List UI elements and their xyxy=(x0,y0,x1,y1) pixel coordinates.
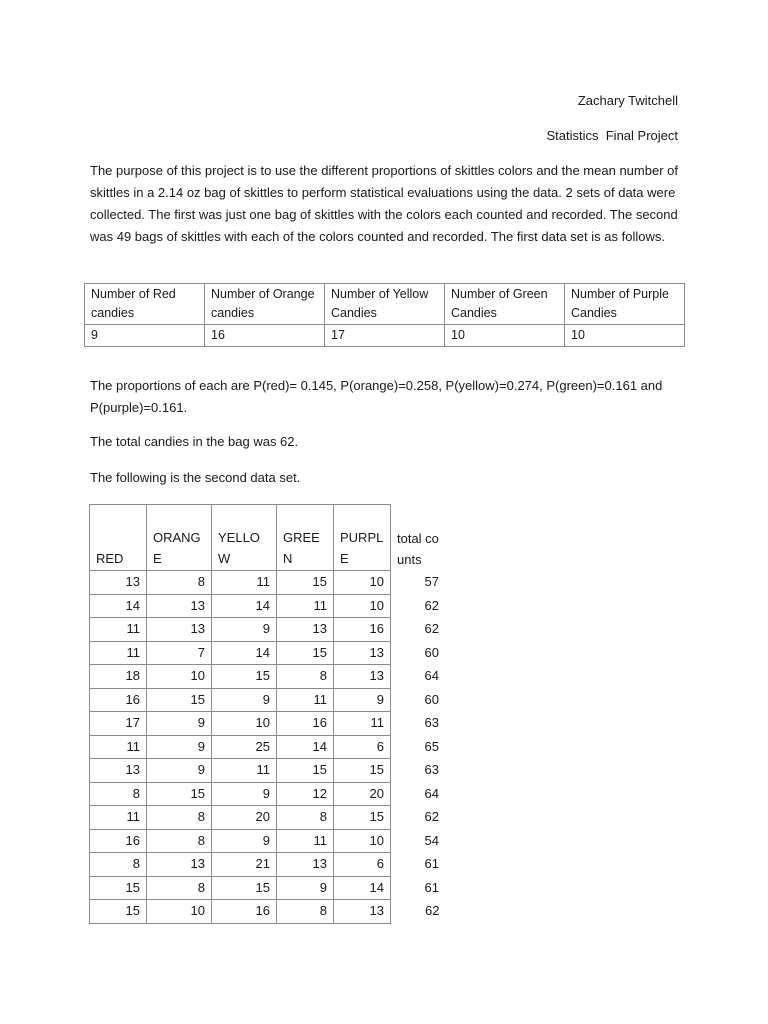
cell-orange: 7 xyxy=(147,641,212,665)
cell-purple: 10 xyxy=(334,571,391,595)
cell-total: 54 xyxy=(424,832,439,848)
cell-red: 16 xyxy=(90,829,147,853)
table-row xyxy=(90,665,446,689)
cell-red: 14 xyxy=(90,594,147,618)
cell-green: 15 xyxy=(277,641,334,665)
table-row xyxy=(90,641,446,665)
cell-green: 11 xyxy=(277,594,334,618)
table-row xyxy=(90,806,446,830)
cell-yellow: 9 xyxy=(212,688,277,712)
cell-orange: 10 xyxy=(147,900,212,924)
cell-red: 11 xyxy=(90,806,147,830)
cell-red: 17 xyxy=(90,712,147,736)
header-purple: Number of Purple Candies xyxy=(565,284,685,325)
cell-purple: 6 xyxy=(334,853,391,877)
cell-yellow: 25 xyxy=(212,735,277,759)
header-yellow: YELLOW xyxy=(212,505,277,571)
cell-purple: 13 xyxy=(334,641,391,665)
cell-purple: 10 xyxy=(334,829,391,853)
second-data-set-table xyxy=(89,504,446,924)
table-row xyxy=(90,594,446,618)
cell-red: 16 xyxy=(90,688,147,712)
cell-purple: 16 xyxy=(334,618,391,642)
table-row xyxy=(90,688,446,712)
cell-purple: 9 xyxy=(334,688,391,712)
cell-green: 13 xyxy=(277,853,334,877)
header-red: RED xyxy=(90,505,147,571)
cell-total: 63 xyxy=(424,715,439,731)
cell-total: 64 xyxy=(424,668,439,684)
cell-purple: 15 xyxy=(334,759,391,783)
cell-purple: 6 xyxy=(334,735,391,759)
cell-yellow: 11 xyxy=(212,571,277,595)
header-orange: Number of Orange candies xyxy=(205,284,325,325)
table-row xyxy=(90,853,446,877)
cell-green: 14 xyxy=(277,735,334,759)
cell-red: 9 xyxy=(85,325,205,347)
cell-green: 11 xyxy=(277,829,334,853)
cell-total: 62 xyxy=(424,809,439,825)
cell-green: 11 xyxy=(277,688,334,712)
second-data-set-body xyxy=(90,571,446,924)
cell-green: 8 xyxy=(277,900,334,924)
cell-orange: 9 xyxy=(147,759,212,783)
table-row xyxy=(90,571,446,595)
cell-yellow: 21 xyxy=(212,853,277,877)
cell-yellow: 9 xyxy=(212,618,277,642)
cell-purple: 13 xyxy=(334,900,391,924)
cell-total: 62 xyxy=(425,903,440,919)
table-row xyxy=(90,900,446,924)
author-name: Zachary Twitchell xyxy=(577,93,678,108)
cell-red: 15 xyxy=(90,876,147,900)
cell-orange: 13 xyxy=(147,853,212,877)
cell-green: 12 xyxy=(277,782,334,806)
cell-orange: 13 xyxy=(147,594,212,618)
cell-orange: 10 xyxy=(147,665,212,689)
cell-orange: 15 xyxy=(147,688,212,712)
cell-yellow: 15 xyxy=(212,665,277,689)
cell-orange: 8 xyxy=(147,876,212,900)
cell-yellow: 20 xyxy=(212,806,277,830)
cell-green: 15 xyxy=(277,571,334,595)
cell-total: 61 xyxy=(424,879,439,895)
cell-green: 15 xyxy=(277,759,334,783)
cell-yellow: 11 xyxy=(212,759,277,783)
cell-yellow: 14 xyxy=(212,594,277,618)
cell-purple: 10 xyxy=(334,594,391,618)
cell-purple: 14 xyxy=(334,876,391,900)
cell-red: 8 xyxy=(90,782,147,806)
cell-red: 13 xyxy=(90,571,147,595)
header-yellow: Number of Yellow Candies xyxy=(325,284,445,325)
header-green: GREEN xyxy=(277,505,334,571)
cell-red: 8 xyxy=(90,853,147,877)
cell-orange: 13 xyxy=(147,618,212,642)
cell-red: 18 xyxy=(90,665,147,689)
cell-yellow: 10 xyxy=(212,712,277,736)
cell-total: 62 xyxy=(424,597,439,613)
cell-green: 8 xyxy=(277,806,334,830)
header-purple: PURPLE xyxy=(334,505,391,571)
cell-green: 13 xyxy=(277,618,334,642)
cell-total: 60 xyxy=(424,691,439,707)
total-paragraph: The total candies in the bag was 62. xyxy=(90,434,299,449)
cell-orange: 9 xyxy=(147,712,212,736)
table-row xyxy=(90,759,446,783)
cell-total: 60 xyxy=(424,644,439,660)
header-green: Number of Green Candies xyxy=(445,284,565,325)
cell-yellow: 14 xyxy=(212,641,277,665)
cell-total: 64 xyxy=(424,785,439,801)
table-row xyxy=(90,712,446,736)
cell-orange: 16 xyxy=(205,325,325,347)
cell-total: 65 xyxy=(424,738,439,754)
cell-yellow: 9 xyxy=(212,782,277,806)
cell-purple: 20 xyxy=(334,782,391,806)
cell-purple: 11 xyxy=(334,712,391,736)
header-red: Number of Red candies xyxy=(85,284,205,325)
cell-orange: 15 xyxy=(147,782,212,806)
cell-orange: 8 xyxy=(147,571,212,595)
cell-red: 11 xyxy=(90,641,147,665)
cell-green: 8 xyxy=(277,665,334,689)
cell-green: 16 xyxy=(277,712,334,736)
cell-orange: 8 xyxy=(147,829,212,853)
cell-green: 9 xyxy=(277,876,334,900)
cell-green: 10 xyxy=(445,325,565,347)
proportions-paragraph: The proportions of each are P(red)= 0.145, P(orange)=0.258, P(yellow)=0.274, P(green)=0.161 and P(purple)=0.161. xyxy=(90,378,663,415)
table-row xyxy=(90,829,446,853)
cell-total: 61 xyxy=(424,856,439,872)
table-row xyxy=(90,735,446,759)
intro-paragraph: The purpose of this project is to use the different proportions of skittles colors and the mean number of skittles in a 2.14 oz bag of skittles to perform statistical evaluations using the data. 2 sets of data were collected. The first was just one bag of skittles with the colors each counted and recorded. The second was 49 bags of skittles with each of the colors counted and recorded. The first data set is as follows. xyxy=(90,163,678,244)
cell-red: 11 xyxy=(90,618,147,642)
cell-total: 57 xyxy=(424,574,439,590)
cell-total: 62 xyxy=(424,621,439,637)
header-orange: ORANGE xyxy=(147,505,212,571)
table-row xyxy=(90,876,446,900)
second-data-set-intro: The following is the second data set. xyxy=(90,470,301,485)
table-header-row xyxy=(85,284,685,325)
table-header-row xyxy=(90,505,446,571)
table-row xyxy=(90,782,446,806)
cell-red: 11 xyxy=(90,735,147,759)
table-row xyxy=(85,325,685,347)
header-total-counts: total counts xyxy=(397,530,439,567)
cell-yellow: 15 xyxy=(212,876,277,900)
cell-yellow: 17 xyxy=(325,325,445,347)
cell-purple: 13 xyxy=(334,665,391,689)
table-row xyxy=(90,618,446,642)
cell-red: 13 xyxy=(90,759,147,783)
cell-total: 63 xyxy=(424,762,439,778)
first-data-set-table xyxy=(84,283,685,347)
cell-red: 15 xyxy=(90,900,147,924)
document-title: Statistics Final Project xyxy=(546,128,678,143)
cell-yellow: 9 xyxy=(212,829,277,853)
cell-orange: 9 xyxy=(147,735,212,759)
cell-purple: 10 xyxy=(565,325,685,347)
cell-orange: 8 xyxy=(147,806,212,830)
cell-yellow: 16 xyxy=(212,900,277,924)
cell-purple: 15 xyxy=(334,806,391,830)
